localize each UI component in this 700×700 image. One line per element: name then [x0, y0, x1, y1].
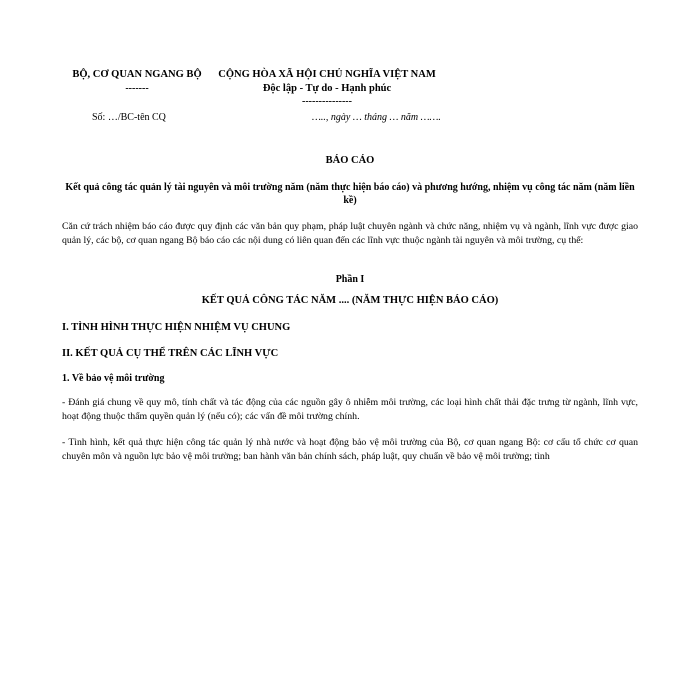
motto-separator: ---------------: [302, 96, 352, 107]
agency-separator: -------: [125, 83, 149, 94]
document-date: ….., ngày … tháng … năm …….: [312, 112, 441, 123]
national-motto: Độc lập - Tự do - Hạnh phúc: [262, 83, 392, 94]
agency-name: BỘ, CƠ QUAN NGANG BỘ: [72, 69, 202, 80]
body-paragraph-2: - Tình hình, kết quả thực hiện công tác quản lý nhà nước và hoạt động bảo vệ môi trường của Bộ, cơ quan ngang Bộ: cơ cấu tổ chức cơ quan chuyên môn và nguồn lực bảo vệ môi trường; ban hành văn bản chính sách, pháp luật, quy chuẩn về bảo vệ môi trường; tình: [62, 437, 638, 462]
document-number: Số: …/BC-tên CQ: [92, 112, 166, 123]
document-subtitle: Kết quả công tác quản lý tài nguyên và môi trường năm (năm thực hiện báo cáo) và phương hướng, nhiệm vụ công tác năm (năm liền kề): [65, 182, 635, 206]
document-title: BÁO CÁO: [325, 155, 375, 166]
section-heading-1: I. TÌNH HÌNH THỰC HIỆN NHIỆM VỤ CHUNG: [62, 322, 291, 333]
subsection-heading-1: 1. Về bảo vệ môi trường: [62, 373, 165, 384]
part-label: Phần I: [335, 274, 365, 285]
section-heading-2: II. KẾT QUẢ CỤ THỂ TRÊN CÁC LĨNH VỰC: [62, 348, 279, 359]
part-title: KẾT QUẢ CÔNG TÁC NĂM .... (NĂM THỰC HIỆN BÁO CÁO): [201, 295, 499, 306]
country-name: CỘNG HÒA XÃ HỘI CHỦ NGHĨA VIỆT NAM: [218, 69, 436, 80]
body-paragraph-1: - Đánh giá chung về quy mô, tính chất và tác động của các nguồn gây ô nhiễm môi trường, các loại hình chất thải đặc trưng từ ngành, lĩnh vực, hoạt động thuộc thẩm quyền quản lý (nếu có); các vấn đề môi trường chính.: [62, 397, 638, 422]
intro-paragraph: Căn cứ trách nhiệm báo cáo được quy định các văn bản quy phạm, pháp luật chuyên ngành và chức năng, nhiệm vụ và ngành, lĩnh vực được giao quản lý, các bộ, cơ quan ngang Bộ báo cáo các nội dung có liên quan đến các lĩnh vực thuộc ngành tài nguyên và môi trường, cụ thể:: [62, 221, 638, 246]
national-title-block: [212, 68, 442, 108]
agency-block: [62, 68, 212, 96]
